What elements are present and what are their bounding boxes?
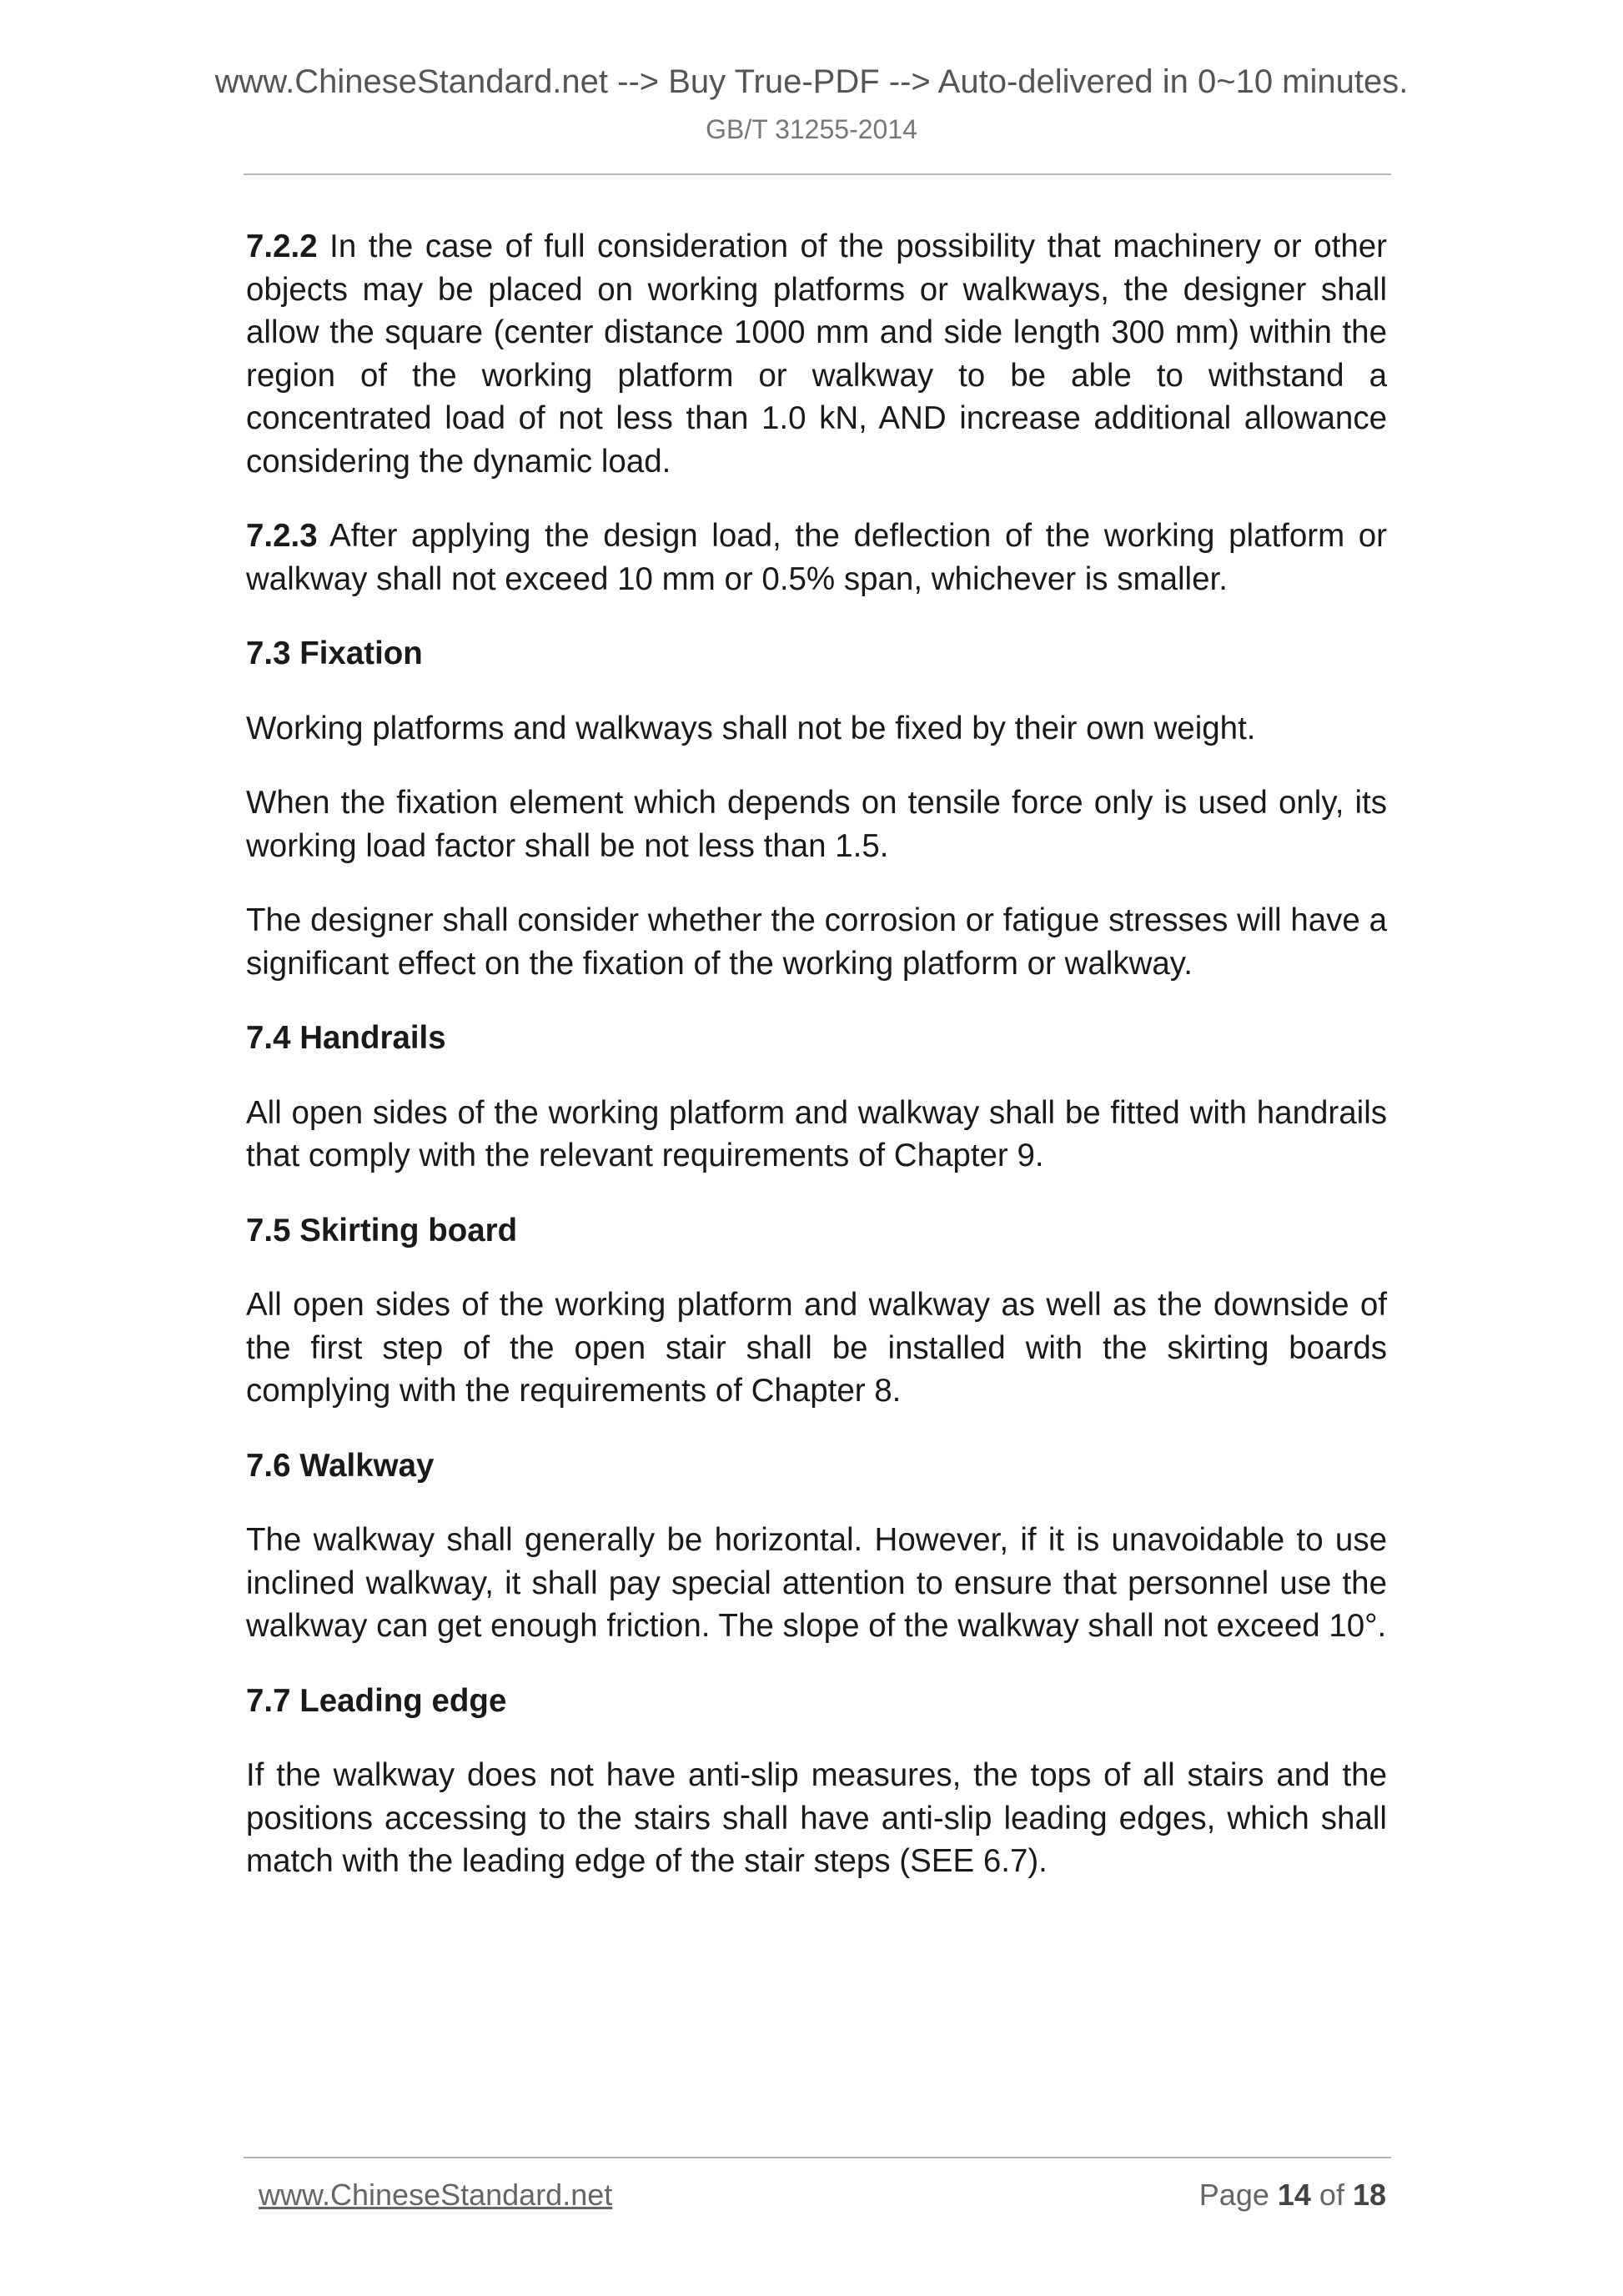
page-prefix: Page	[1198, 2178, 1278, 2212]
current-page-number: 14	[1277, 2178, 1311, 2212]
paragraph: All open sides of the working platform and walkway shall be fitted with handrails that comply with the relevant requirements of Chapter 9.	[246, 1094, 1387, 1173]
header-divider	[244, 173, 1391, 175]
page-indicator	[1199, 2177, 1386, 2213]
document-body	[246, 225, 1387, 1915]
page-header	[0, 62, 1623, 145]
section-heading-7-4: 7.4 Handrails	[246, 1020, 446, 1056]
standard-number: GB/T 31255-2014	[706, 114, 917, 144]
clause-number: 7.2.2	[246, 229, 318, 264]
paragraph: When the fixation element which depends on tensile force only is used only, its working load factor shall be not less than 1.5.	[246, 785, 1387, 864]
header-banner: www.ChineseStandard.net --> Buy True-PDF --> Auto-delivered in 0~10 minutes.	[214, 63, 1409, 100]
paragraph: Working platforms and walkways shall not be fixed by their own weight.	[246, 710, 1256, 746]
section-heading-7-7: 7.7 Leading edge	[246, 1682, 507, 1719]
total-page-count: 18	[1352, 2178, 1386, 2212]
paragraph: The walkway shall generally be horizontal. However, if it is unavoidable to use inclined walkway, it shall pay special attention to ensure that personnel use the walkway can get enough friction. The slope of the walkway shall not exceed 10°.	[246, 1522, 1387, 1644]
clause-number: 7.2.3	[246, 518, 318, 554]
clause-7-2-2	[246, 225, 1387, 483]
section-heading-7-3: 7.3 Fixation	[246, 636, 423, 671]
clause-7-2-3	[246, 515, 1387, 600]
footer-website-link[interactable]: www.ChineseStandard.net	[259, 2178, 613, 2212]
section-heading-7-5: 7.5 Skirting board	[246, 1212, 518, 1248]
clause-text: In the case of full consideration of the possibility that machinery or other objects may be placed on working platforms or walkways, the designer shall allow the square (center distance 1000 mm and side length 300 mm) within the region of the working platform or walkway to be able to withstand a concentrated load of not less than 1.0 kN, AND increase additional allowance considering the dynamic load.	[246, 229, 1387, 480]
paragraph: The designer shall consider whether the corrosion or fatigue stresses will have a significant effect on the fixation of the working platform or walkway.	[246, 902, 1387, 982]
section-heading-7-6: 7.6 Walkway	[246, 1447, 435, 1484]
page-separator: of	[1310, 2178, 1353, 2212]
clause-text: After applying the design load, the deflection of the working platform or walkway shall not exceed 10 mm or 0.5% span, whichever is smaller.	[246, 518, 1387, 597]
footer-divider	[244, 2157, 1391, 2158]
paragraph: All open sides of the working platform and walkway as well as the downside of the first step of the open stair shall be installed with the skirting boards complying with the requirements of Chapter 8.	[246, 1287, 1387, 1409]
paragraph: If the walkway does not have anti-slip measures, the tops of all stairs and the positions accessing to the stairs shall have anti-slip leading edges, which shall match with the leading edge of the stair steps (SEE 6.7).	[246, 1757, 1387, 1879]
